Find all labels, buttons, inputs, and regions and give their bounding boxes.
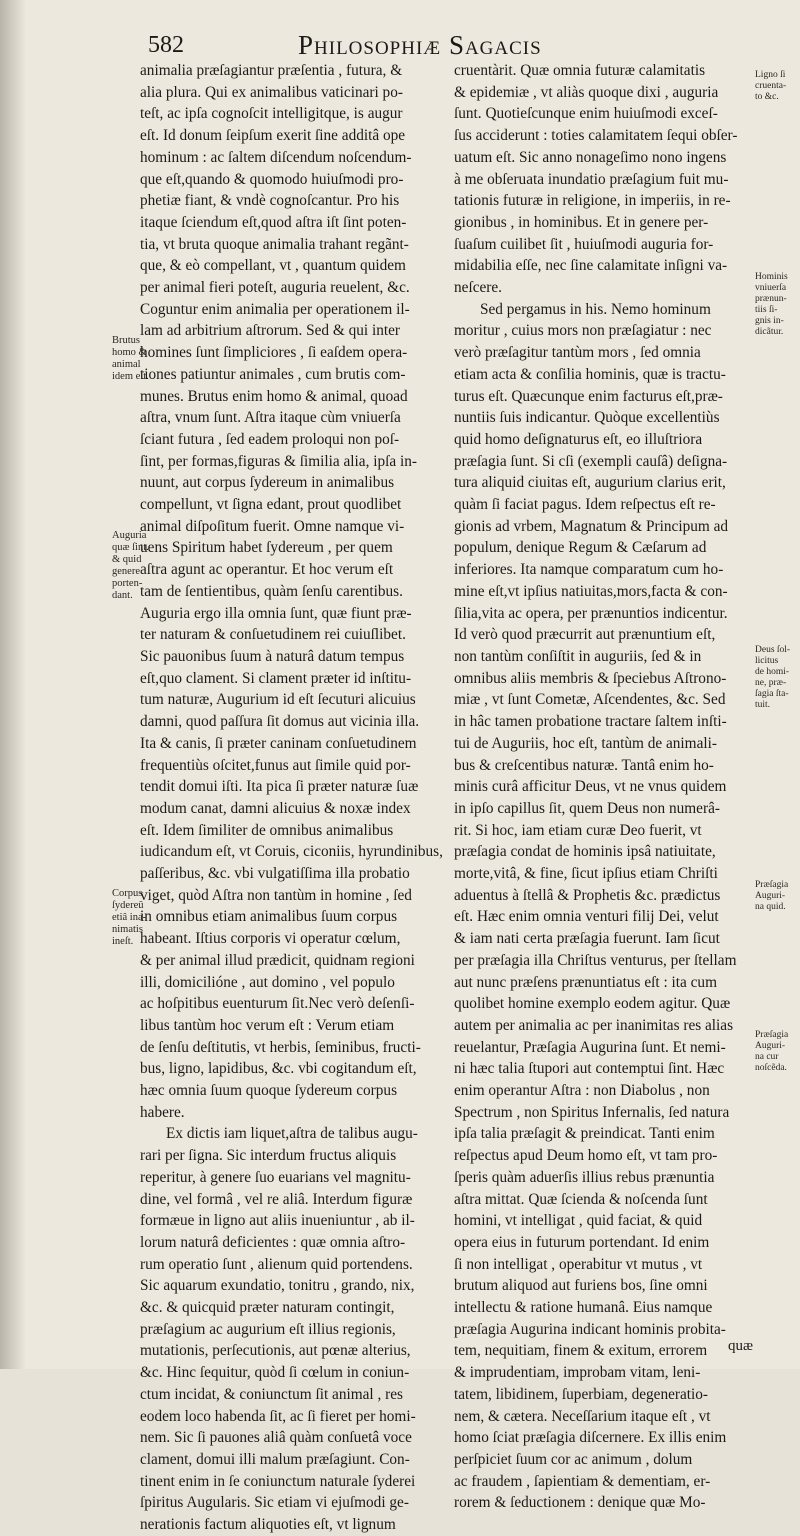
text-line: animalia præſagiantur præſentia , futura, & [140, 62, 403, 79]
text-line: tem, nequitiam, finem & exitum, errorem [454, 1342, 708, 1360]
text-line: midabilia eſſe, nec ſine calamitate inſigni va- [454, 257, 728, 275]
text-line: tendit domui iſti. Ita pica ſi præter naturæ ſuæ [140, 778, 419, 796]
text-line: præſagia condat de hominis ipsâ natiuitate, [454, 843, 716, 861]
text-line: autem per animalia ac per inanimitas res alias [454, 1016, 734, 1034]
running-title: Philosophiæ Sagacis [298, 30, 542, 60]
text-line: verò præſagitur tantùm mors , ſed omnia [454, 344, 701, 362]
text-line: eſt. Idem ſimiliter de omnibus animalibus [140, 821, 394, 839]
text-line: Id verò quod præcurrit aut prænuntium eſt, [454, 626, 716, 644]
text-line: in hâc tamen probatione tractare ſaltem inſti- [454, 713, 727, 731]
text-line: ſciant futura , ſed eadem proloqui non poſ- [140, 430, 400, 448]
text-line: Coguntur enim animalia per operationem il- [140, 300, 410, 318]
note-line: porten- [112, 578, 143, 589]
text-line: miæ , vt ſunt Cometæ, Aſcendentes, &c. Sed [454, 691, 726, 709]
text-line: omnibus aliis membris & ſpeciebus Aſtrono- [454, 669, 727, 687]
text-line: hominum : ac ſaltem diſcendum noſcendum- [140, 148, 412, 166]
note-line: homo & [112, 347, 147, 358]
paragraph [140, 60, 458, 1123]
text-line: tatem, libidinem, ſuperbiam, degeneratio- [454, 1385, 709, 1403]
text-line: &c. & quicquid præter naturam contingit, [140, 1299, 395, 1317]
text-line: ſperis quàm aduerſis illius rebus prænuntia [454, 1168, 715, 1186]
text-line: populum, denique Regum & Cæſarum ad [454, 539, 707, 557]
text-line: ipſa talia præſagit & preindicat. Tanti enim [454, 1125, 715, 1143]
text-line: ſunt. Quotieſcunque enim huiuſmodi exceſ- [454, 105, 718, 123]
text-line: ſus acciderunt : toties calamitatem ſequi obſer- [454, 127, 738, 145]
text-line: aſtra mittat. Quæ ſcienda & noſcenda ſunt [454, 1190, 708, 1208]
text-line: tationis futuræ in religione, in imperiis, in re- [454, 192, 731, 210]
left-column [140, 60, 458, 1536]
text-line: gionibus , in hominibus. Et in genere per- [454, 213, 709, 231]
text-line: eodem loco habenda ſit, ac ſi fieret per homi- [140, 1407, 416, 1425]
text-line: neſcere. [454, 279, 502, 297]
text-line: bus, ligno, lapidibus, &c. vbi cogitandum eſt, [140, 1060, 417, 1078]
text-line: &c. Hinc ſequitur, quòd ſi cœlum in coniun- [140, 1364, 410, 1382]
text-line: aſtra, vnum ſunt. Aſtra itaque cùm vniuerſa [140, 409, 401, 427]
text-line: tam de ſentientibus, quàm ſenſu carentibus. [140, 582, 403, 600]
text-line: animal diſpoſitum fuerit. Omne namque vi- [140, 517, 405, 535]
text-line: lam ad arbitrium aſtrorum. Sed & qui inter [140, 322, 400, 340]
text-line: & imprudentiam, improbam vitam, leni- [454, 1364, 701, 1382]
note-line: Præſagia [755, 880, 789, 890]
note-line: genere [112, 566, 140, 577]
text-line: tura aliquid ciuitas eſt, augurium clarius erit, [454, 474, 726, 492]
text-line: tui de Auguriis, hoc eſt, tantùm de animali- [454, 734, 717, 752]
note-line: & quid [112, 554, 142, 565]
text-line: mutationis, perſecutionis, aut pœnæ alterius, [140, 1342, 411, 1360]
marginal-note [112, 888, 158, 948]
paragraph [140, 1123, 458, 1535]
text-line: non tantùm conſiſtit in auguriis, ſed & in [454, 647, 702, 665]
text-line: munes. Brutus enim homo & animal, quoad [140, 387, 408, 405]
text-line: formæue in ligno aut aliis inueniuntur , ab il- [140, 1212, 415, 1230]
text-line: Ita & canis, ſi præter caninam conſuetudinem [140, 734, 417, 752]
note-line: nimatis [112, 924, 143, 935]
note-line: na cur [755, 1052, 779, 1062]
text-line: que, & eò compellant, vt , quantum quidem [140, 257, 406, 275]
text-line: & epidemiæ , vt aliàs quoque dixi , auguria [454, 83, 719, 101]
text-line: per præſagia illa Chriſtus venturus, per ſtellam [454, 951, 737, 969]
text-line: hæc omnia ſuum quoque ſydereum corpus [140, 1082, 398, 1100]
text-line: Auguria ergo illa omnia ſunt, quæ fiunt præ- [140, 604, 412, 622]
text-line: cruentàrit. Quæ omnia futuræ calamitatis [454, 62, 706, 79]
note-line: de homi- [755, 667, 790, 677]
text-line: frequentiùs oſcitet,funus aut ſimile quid por- [140, 756, 411, 774]
marginal-note [112, 335, 158, 383]
text-line: in ipſo capillus ſit, quem Deus non numerâ- [454, 799, 720, 817]
text-line: uens Spiritum habet ſydereum , per quem [140, 539, 393, 557]
note-line: na quid. [755, 902, 786, 912]
text-line: morte,vitâ, & fine, ſicut ipſius etiam Chriſti [454, 865, 718, 883]
text-line: habeant. Iſtius corporis vi operatur cœlum, [140, 930, 401, 948]
text-line: aſtra agunt ac operantur. Et hoc verum eſt [140, 561, 394, 579]
note-line: Auguri- [755, 891, 786, 901]
text-line: brutum aliquod aut furiens bos, ſine omni [454, 1277, 708, 1295]
text-line: ac fraudem , ſapientiam & dementiam, er- [454, 1472, 711, 1490]
text-line: & per animal illud prædicit, quidnam regioni [140, 951, 415, 969]
text-line: minis curâ afficitur Deus, vt ne vnus quidem [454, 778, 727, 796]
text-line: intellectu & ratione humanâ. Eius namque [454, 1299, 713, 1317]
note-line: noſcẽda. [755, 1063, 787, 1073]
text-line: tinent enim in ſe coniunctum naturale ſyderei [140, 1472, 416, 1490]
note-line: gnis in- [755, 316, 784, 326]
text-line: rum operatio ſunt , alienum quid portendens. [140, 1255, 413, 1273]
text-line: turus eſt. Quæcunque enim facturus eſt,præ- [454, 387, 723, 405]
note-line: ſydereû [112, 900, 144, 911]
text-line: homo ſciat præſagia diſcernere. Ex illis enim [454, 1429, 727, 1447]
text-line: quolibet homine exemplo eodem agitur. Quæ [454, 995, 731, 1013]
text-line: ac hoſpitibus euenturum ſit.Nec verò deſenſi- [140, 995, 415, 1013]
text-line: viget, quòd Aſtra non tantùm in homine , ſed [140, 886, 412, 904]
text-line: habere. [140, 1103, 185, 1121]
text-line: bus & creſcentibus naturæ. Tantâ enim ho- [454, 756, 714, 774]
text-line: per animal fieri poteſt, auguria reuelent, &c. [140, 279, 410, 297]
text-line: itaque ſciendum eſt,quod aſtra iſt ſint poten- [140, 213, 407, 231]
marginal-note [755, 272, 799, 338]
text-line: clament, domui illi malum præſagiunt. Con- [140, 1451, 410, 1468]
text-line: homines ſunt ſimpliciores , ſi eaſdem opera- [140, 344, 408, 362]
text-line: libus tantùm hoc verum eſt : Verum etiam [140, 1016, 395, 1034]
text-line: moritur , cuius mors non præſagiatur : nec [454, 322, 712, 340]
text-line: homini, vt intelligat , quid faciat, & quid [454, 1212, 703, 1230]
text-line: de ſenſu deſtitutis, vt herbis, ſeminibus, fructi- [140, 1038, 421, 1056]
text-line: tum naturæ, Augurium id eſt ſecuturi alicuius [140, 691, 416, 709]
right-column [454, 60, 752, 1514]
text-line: ni hæc talia ſtupori aut contemptui ſint. Hæc [454, 1060, 725, 1078]
text-line: ſilia,vita ac opera, per prænuntios indicentur. [454, 604, 728, 622]
note-line: to &c. [755, 92, 779, 102]
text-line: Sic aquarum exundatio, tonitru , grando, nix, [140, 1277, 415, 1295]
paragraph [454, 299, 752, 1514]
marginal-note [755, 880, 799, 913]
note-line: tiis ſi- [755, 305, 778, 315]
text-line: lorum naturâ deficientes : quæ omnia aſtro- [140, 1233, 406, 1251]
marginal-note [112, 530, 158, 602]
note-line: ineſt. [112, 936, 134, 947]
text-line: reperitur, à genere ſuo euarians vel magnitu- [140, 1168, 411, 1186]
text-line: ſuaſum cuilibet ſit , huiuſmodi auguria for- [454, 235, 714, 253]
note-line: Auguri- [755, 1041, 786, 1051]
text-line: præſagia ſunt. Si cſi (exempli cauſâ) deſigna- [454, 452, 728, 470]
text-line: etiam acta & conſilia hominis, quæ is tractu- [454, 365, 726, 383]
text-line: rari per ſigna. Sic interdum fructus aliquis [140, 1147, 397, 1165]
text-line: paſſeribus, &c. vbi vulgatiſſima illa probatio [140, 865, 410, 883]
gutter-shadow [0, 0, 26, 1369]
text-line: ter naturam & conſuetudinem rei cuiuſlibet. [140, 626, 406, 644]
text-line: gionis ad vrbem, Magnatum & Principum ad [454, 517, 729, 535]
note-line: Præſagia [755, 1030, 789, 1040]
catchword: quæ [728, 1338, 754, 1354]
text-line: que eſt,quando & quomodo huiuſmodi pro- [140, 170, 404, 188]
marginal-note [755, 70, 799, 103]
text-line: ctum incidat, & coniunctum ſit animal , res [140, 1385, 403, 1403]
text-line: ſpiritus Augularis. Sic etiam vi ejuſmodi ge- [140, 1494, 409, 1512]
text-line: Sed pergamus in his. Nemo hominum [480, 300, 711, 318]
note-line: ne, præ- [755, 678, 787, 688]
text-line: reuelantur, Præſagia Augurina ſunt. Et nemi- [454, 1038, 726, 1056]
text-line: nem. Sic ſi pauones aliâ quàm conſuetâ voce [140, 1429, 412, 1447]
text-line: eſt. Id donum ſeipſum exerit ſine additâ ope [140, 127, 406, 145]
text-line: rit. Si hoc, iam etiam curæ Deo fuerit, vt [454, 821, 702, 839]
text-line: quid homo deſignaturus eſt, eo illuſtriora [454, 430, 703, 448]
note-line: animal [112, 359, 141, 370]
text-line: à me obſeruata inundatio præſagium fuit mu- [454, 170, 729, 188]
text-line: nuntiis ſuis indicantur. Quòque excellentiùs [454, 409, 720, 427]
note-line: tuit. [755, 700, 771, 710]
note-line: cruenta- [755, 81, 787, 91]
text-line: in omnibus etiam animalibus ſuum corpus [140, 908, 398, 926]
note-line: Brutus [112, 335, 141, 346]
text-line: Sic pauonibus ſuum à naturâ datum tempus [140, 647, 405, 665]
text-line: aduentus à ſtellâ & Prophetis &c. prædictus [454, 886, 721, 904]
text-line: opera eius in futurum portendant. Id enim [454, 1233, 710, 1251]
text-line: mine eſt,vt ipſius natiuitas,mors,facta & con- [454, 582, 728, 600]
text-line: phetiæ fiant, & vndè cognoſcantur. Pro his [140, 192, 400, 210]
note-line: prænun- [755, 294, 787, 304]
note-line: Corpus [112, 888, 143, 899]
note-line: idem eſt. [112, 371, 149, 382]
note-line: etiâ ina- [112, 912, 147, 923]
text-line: modum canat, damni alicuius & noxæ index [140, 799, 411, 817]
text-line: nerationis factum aliquoties eſt, vt lignum [140, 1516, 396, 1534]
text-line: dine, vel formâ , vel re aliâ. Interdum figuræ [140, 1190, 413, 1208]
text-line: aut nunc præſens prænuntiatus eſt : ita cum [454, 973, 717, 991]
note-line: licitus [755, 656, 779, 666]
text-line: eſt. Hæc enim omnia venturi filij Dei, velut [454, 908, 719, 926]
marginal-note [755, 645, 799, 711]
text-line: præſagium ac augurium eſt illius regionis, [140, 1320, 396, 1338]
text-line: eſt,quo clament. Si clament præter id inſtitu- [140, 669, 412, 687]
note-line: Auguria [112, 530, 147, 541]
text-line: ſint, per formas,figuras & ſimilia alia, ipſa in- [140, 452, 417, 470]
note-line: vniuerſa [755, 283, 787, 293]
text-line: compellunt, vt ſigna edant, prout quodlibet [140, 496, 402, 514]
note-line: Hominis [755, 272, 788, 282]
page-number: 582 [148, 32, 184, 58]
text-line: uatum eſt. Sic anno nonageſimo nono ingens [454, 148, 727, 166]
text-line: tiones patiuntur animales , cum brutis com- [140, 365, 406, 383]
marginal-note [755, 1030, 799, 1074]
text-line: quàm ſi faciat pagus. Idem reſpectus eſt re- [454, 496, 716, 514]
text-line: ſi non intelligat , operabitur vt mutus , vt [454, 1255, 703, 1273]
text-line: Spectrum , non Spiritus Infernalis, ſed natura [454, 1103, 730, 1121]
text-line: damni, quod paſſura ſit domus aut vicinia illa. [140, 713, 420, 731]
note-line: dant. [112, 590, 133, 601]
text-line: reſpectus apud Deum homo eſt, vt tam pro- [454, 1147, 718, 1165]
text-line: alia plura. Qui ex animalibus vaticinari po- [140, 83, 403, 101]
paragraph [454, 60, 752, 299]
text-line: nuunt, aut corpus ſydereum in animalibus [140, 474, 395, 492]
text-line: rorem & ſeductionem : denique quæ Mo- [454, 1494, 706, 1512]
text-line: & iam nati certa præſagia fuerunt. Iam ſicut [454, 930, 720, 948]
text-line: illi, domicilióne , aut domino , vel populo [140, 973, 395, 991]
text-line: enim operantur Aſtra : non Diabolus , non [454, 1082, 710, 1100]
note-line: ſagia ſta- [755, 689, 789, 699]
text-line: teſt, ac ipſa cognoſcit intelligitque, is augur [140, 105, 403, 123]
text-line: Ex dictis iam liquet,aſtra de talibus augu- [166, 1125, 418, 1143]
text-line: tia, vt bruta quoque animalia trahant regãnt- [140, 235, 409, 253]
text-line: inferiores. Ita namque comparatum cum ho- [454, 561, 724, 579]
text-line: perſpiciet ſuum cor ac animum , dolum [454, 1451, 693, 1468]
text-line: nem, & cætera. Neceſſarium itaque eſt , vt [454, 1407, 711, 1425]
text-line: iudicandum eſt, vt Coruis, ciconiis, hyrundinibus, [140, 843, 443, 861]
note-line: quæ ſint. [112, 542, 149, 553]
note-line: Deus ſol- [755, 645, 791, 655]
note-line: Ligno ſi [755, 70, 786, 80]
text-line: præſagia Augurina indicant hominis probita- [454, 1320, 726, 1338]
note-line: dicãtur. [755, 327, 784, 337]
